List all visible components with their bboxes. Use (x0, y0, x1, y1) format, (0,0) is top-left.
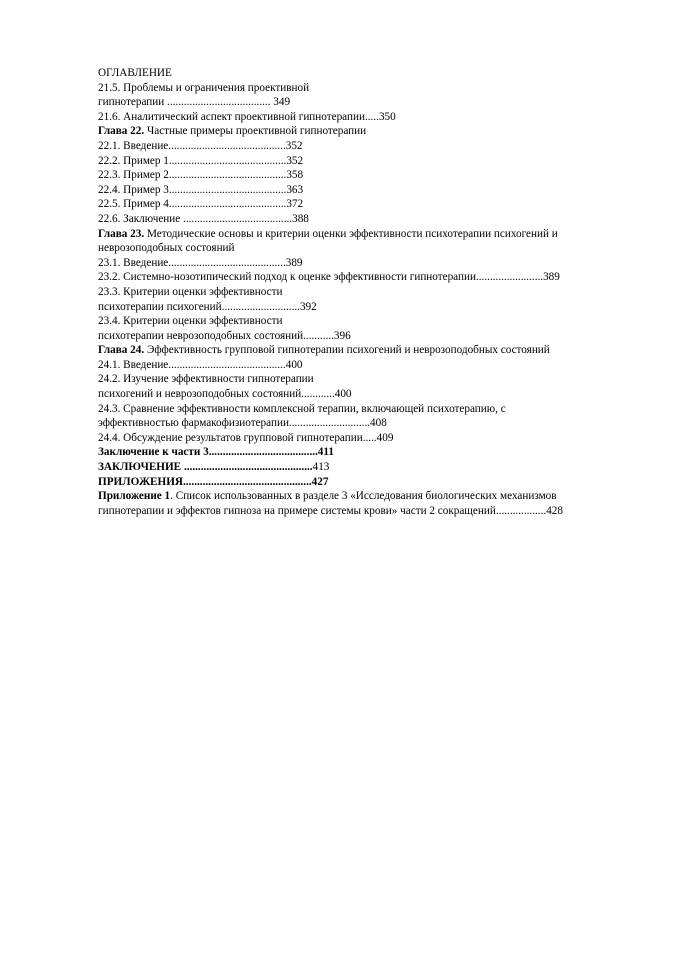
toc-entry (98, 139, 638, 154)
toc-entry (98, 431, 638, 446)
toc-entry-text: 23.3. Критерии оценки эффективности (98, 285, 283, 298)
toc-entry (98, 475, 638, 490)
toc-entry-bold: Заключение к части 3.......................................411 (98, 446, 334, 459)
table-of-contents (98, 66, 638, 518)
toc-entry (98, 343, 638, 358)
toc-entry-text: психогений и неврозоподобных состояний............400 (98, 388, 352, 401)
toc-entry (98, 460, 638, 475)
toc-entry-text: психотерапии психогений............................392 (98, 300, 317, 313)
toc-entry-text: 24.1. Введение..........................................400 (98, 358, 303, 371)
toc-entry (98, 183, 638, 198)
toc-entry (98, 285, 638, 300)
toc-entry (98, 416, 638, 431)
toc-entry-text: 24.4. Обсуждение результатов групповой гипнотерапии.....409 (98, 431, 394, 444)
toc-entry (98, 124, 638, 139)
toc-entry (98, 241, 638, 256)
toc-entry-text: 24.3. Сравнение эффективности комплексной терапии, включающей психотерапию, с (98, 402, 506, 415)
toc-entry-text: 22.1. Введение..........................................352 (98, 139, 303, 152)
toc-entry-text: 21.6. Аналитический аспект проективной гипнотерапии.....350 (98, 110, 396, 123)
toc-entry (98, 387, 638, 402)
toc-entry (98, 95, 638, 110)
toc-entry (98, 402, 638, 417)
toc-entry-text: 22.2. Пример 1..........................................352 (98, 154, 304, 167)
toc-entry-text: 23.2. Системно-нозотипический подход к оценке эффективности гипнотерапии........................389 (98, 271, 560, 284)
toc-entry (98, 154, 638, 169)
toc-entry-text: . Список использованных в разделе 3 «Исследования биологических механизмов (170, 490, 557, 503)
toc-entry-text: 22.5. Пример 4..........................................372 (98, 198, 304, 211)
toc-entry-bold: ЗАКЛЮЧЕНИЕ .............................................. (98, 461, 313, 474)
toc-entry-text: гипнотерапии и эффектов гипноза на примере системы крови» части 2 сокращений..................428 (98, 504, 563, 517)
toc-entry-text: 23.4. Критерии оценки эффективности (98, 315, 283, 328)
toc-entry-bold: Глава 22. (98, 125, 145, 138)
toc-entry (98, 372, 638, 387)
toc-entry-text: неврозоподобных состояний (98, 242, 235, 255)
toc-heading: ОГЛАВЛЕНИЕ (98, 67, 172, 79)
toc-entry-text: 21.5. Проблемы и ограничения проективной (98, 81, 310, 94)
toc-entry (98, 227, 638, 242)
toc-entry-text: 24.2. Изучение эффективности гипнотерапии (98, 373, 314, 386)
toc-entry-bold: Приложение 1 (98, 490, 171, 503)
toc-entry (98, 358, 638, 373)
toc-entry-bold: Глава 24. (98, 344, 145, 357)
toc-entry-text: Методические основы и критерии оценки эффективности психотерапии психогений и (144, 227, 558, 240)
toc-entry-bold: ПРИЛОЖЕНИЯ..............................................427 (98, 475, 329, 488)
toc-entry (98, 212, 638, 227)
toc-entry (98, 168, 638, 183)
toc-entry (98, 445, 638, 460)
toc-entry-text: гипнотерапии ..................................... 349 (98, 96, 291, 109)
toc-entry (98, 270, 638, 285)
toc-entry-text: 413 (312, 461, 330, 474)
toc-entry (98, 489, 638, 504)
toc-entry (98, 314, 638, 329)
toc-entry-text: 22.6. Заключение .......................................388 (98, 212, 309, 225)
toc-entry-bold: Глава 23. (98, 227, 145, 240)
toc-entry (98, 81, 638, 96)
toc-entry-text: 23.1. Введение..........................................389 (98, 256, 303, 269)
toc-entry-text: Эффективность групповой гипнотерапии психогений и неврозоподобных состояний (144, 344, 550, 357)
toc-entry (98, 329, 638, 344)
toc-entry-text: эффективностью фармакофизиотерапии.............................408 (98, 417, 387, 430)
toc-entry-text: 22.4. Пример 3..........................................363 (98, 183, 304, 196)
toc-entry (98, 300, 638, 315)
toc-entry (98, 504, 638, 519)
toc-entry-text: психотерапии неврозоподобных состояний...........396 (98, 329, 351, 342)
toc-lines (98, 81, 638, 519)
toc-entry (98, 197, 638, 212)
toc-entry-text: 22.3. Пример 2..........................................358 (98, 169, 304, 182)
toc-entry-text: Частные примеры проективной гипнотерапии (144, 125, 367, 138)
toc-entry (98, 110, 638, 125)
toc-entry (98, 256, 638, 271)
